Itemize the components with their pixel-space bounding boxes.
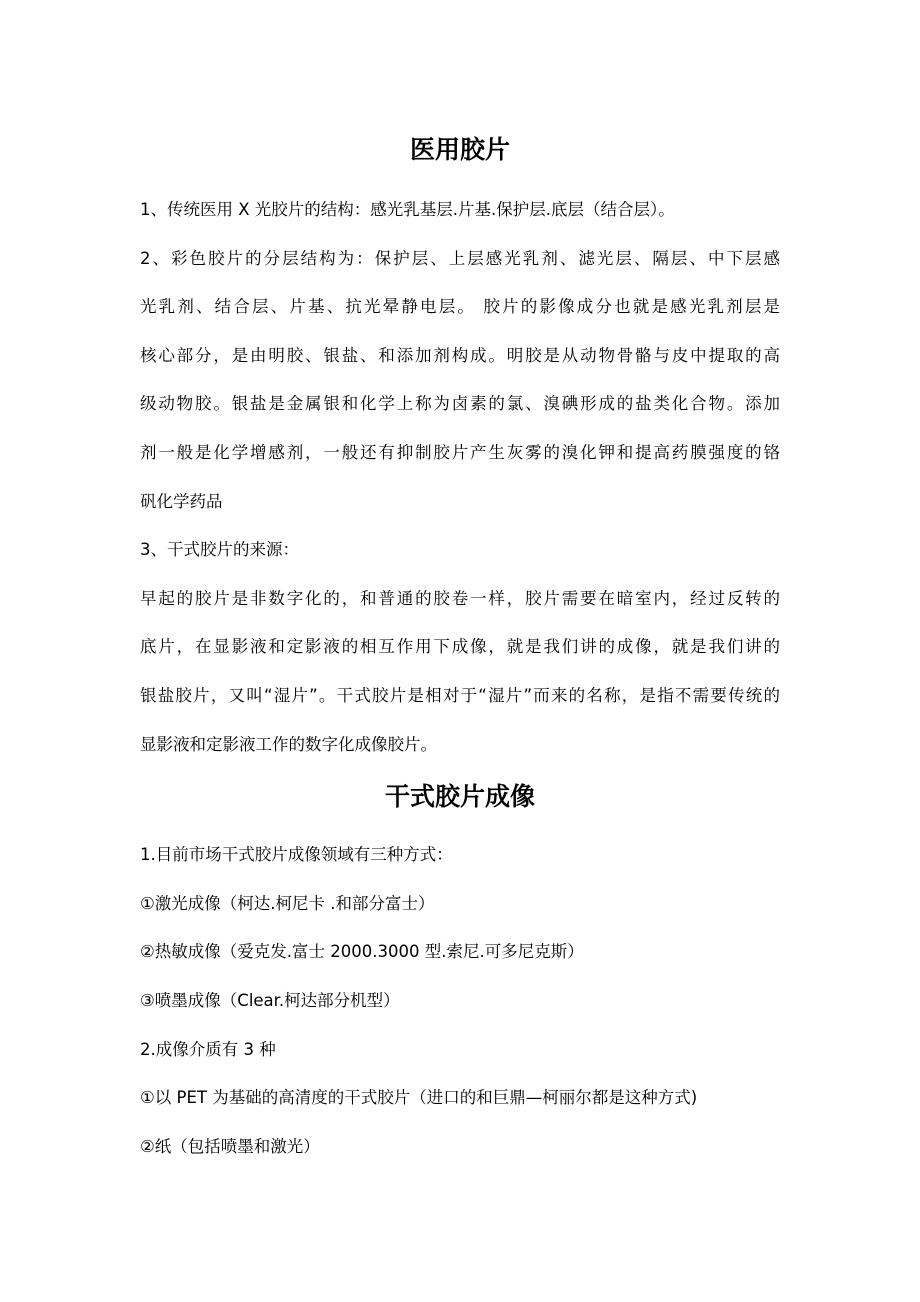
text-line: 2、彩色胶片的分层结构为：保护层、上层感光乳剂、滤光层、隔层、中下层感: [140, 248, 780, 268]
text-line: 银盐胶片，又叫“湿片”。干式胶片是相对于“湿片”而来的名称，是指不需要传统的: [140, 685, 780, 705]
list-item: ②纸（包括喷墨和激光）: [140, 1136, 320, 1156]
text-line: 核心部分，是由明胶、银盐、和添加剂构成。明胶是从动物骨骼与皮中提取的高: [140, 345, 780, 365]
paragraph-color-film-layers: [140, 235, 780, 527]
section-title-dry-film-imaging: 干式胶片成像: [384, 782, 535, 812]
text-line: 矾化学药品: [140, 491, 223, 511]
list-item: ①以 PET 为基础的高清度的干式胶片（进口的和巨鼎—柯丽尔都是这种方式): [140, 1088, 698, 1108]
document-body: [140, 126, 780, 1171]
list-imaging-methods: [140, 831, 780, 1171]
paragraph-film-structure: 1、传统医用 X 光胶片的结构：感光乳基层.片基.保护层.底层（结合层）。: [140, 200, 675, 219]
text-line: 早起的胶片是非数字化的，和普通的胶卷一样，胶片需要在暗室内，经过反转的: [140, 588, 780, 608]
paragraph-dry-film-origin-heading: 3、干式胶片的来源：: [140, 540, 299, 560]
list-item: ①激光成像（柯达.柯尼卡 .和部分富士）: [140, 893, 435, 913]
text-line: 光乳剂、结合层、片基、抗光晕静电层。 胶片的影像成分也就是感光乳剂层是: [140, 297, 780, 317]
paragraph-dry-film-origin: [140, 575, 780, 769]
list-item: 2.成像介质有 3 种: [140, 1039, 276, 1059]
text-line: 底片，在显影液和定影液的相互作用下成像，就是我们讲的成像，就是我们讲的: [140, 637, 780, 657]
text-line: 剂一般是化学增感剂，一般还有抑制胶片产生灰雾的溴化钾和提高药膜强度的铬: [140, 442, 780, 462]
list-item: 1.目前市场干式胶片成像领域有三种方式：: [140, 845, 453, 865]
list-item: ②热敏成像（爱克发.富士 2000.3000 型.索尼.可多尼克斯）: [140, 942, 584, 962]
list-item: ③喷墨成像（Clear.柯达部分机型）: [140, 990, 400, 1010]
text-line: 级动物胶。银盐是金属银和化学上称为卤素的氯、溴碘形成的盐类化合物。添加: [140, 394, 780, 414]
text-line: 显影液和定影液工作的数字化成像胶片。: [140, 734, 437, 754]
section-title-medical-film: 医用胶片: [409, 135, 510, 164]
